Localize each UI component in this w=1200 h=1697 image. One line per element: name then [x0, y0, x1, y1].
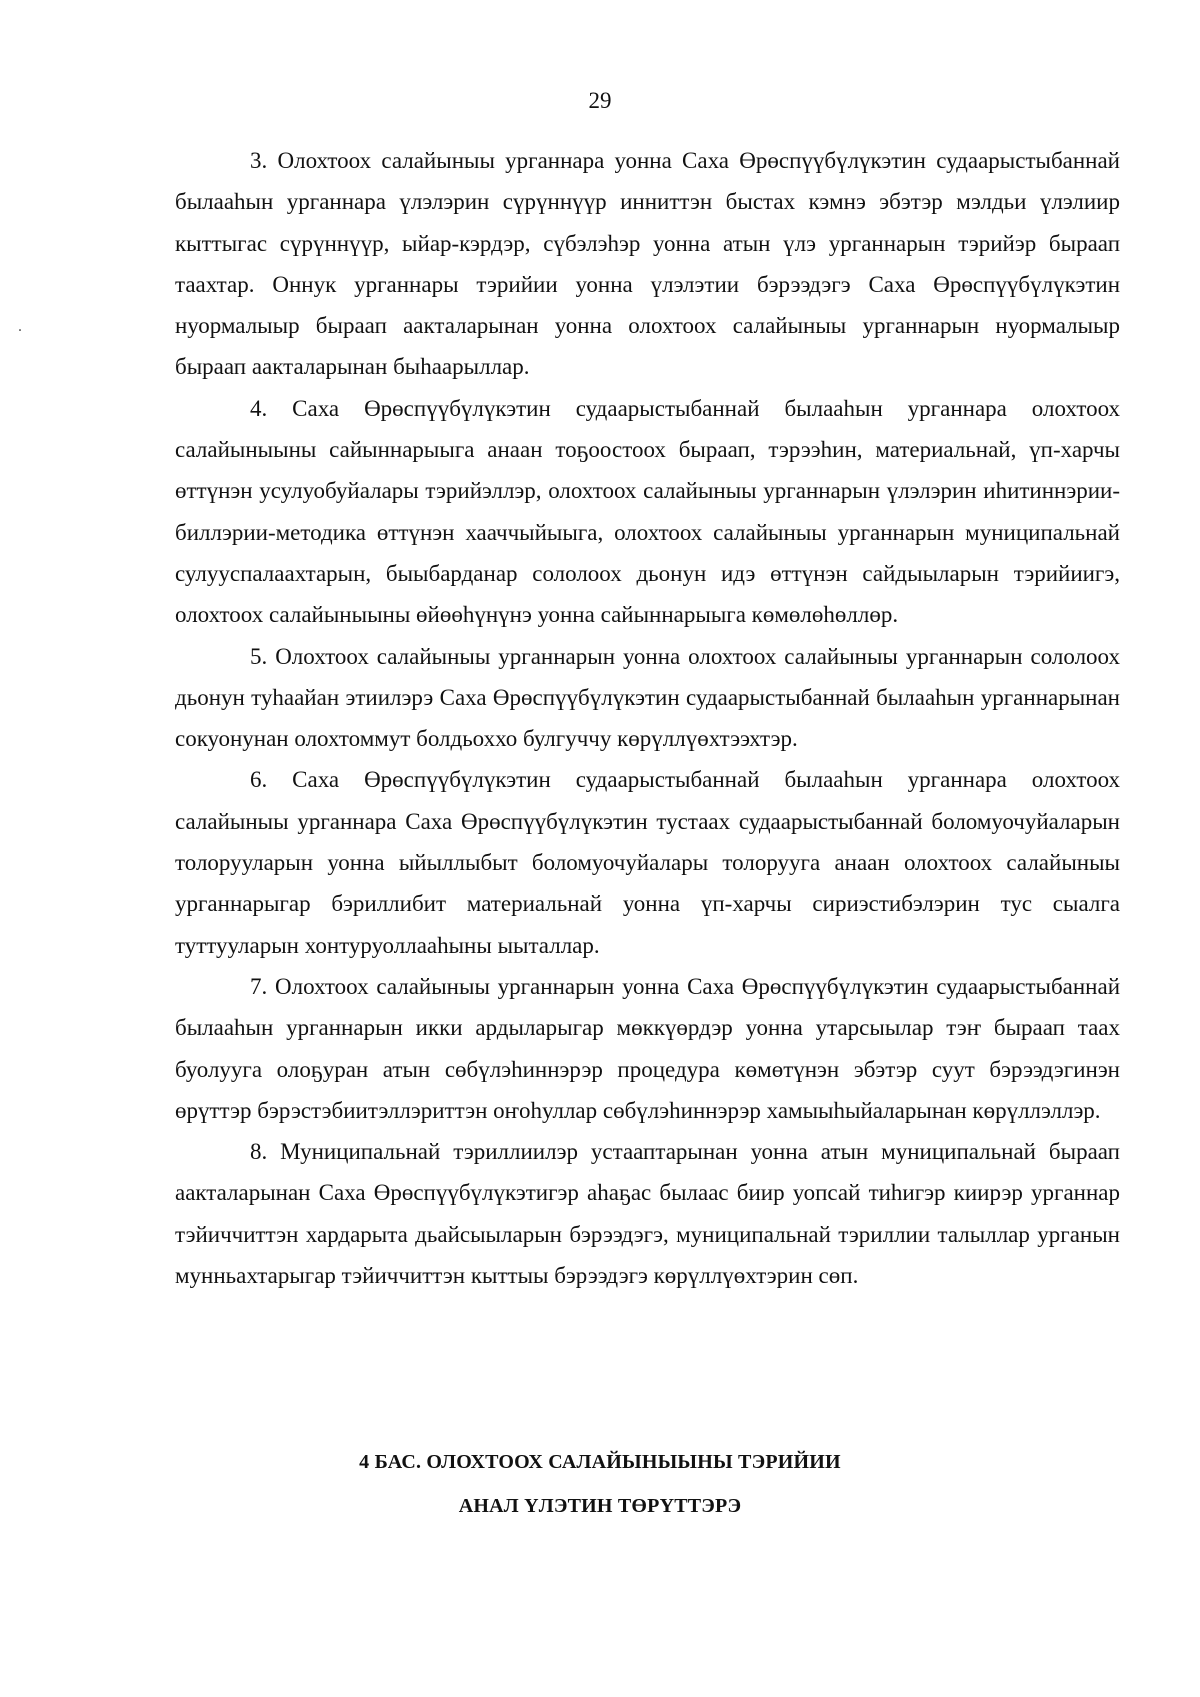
- paragraph-5: 5. Олохтоох салайыныы урганнарын уонна олохтоох салайыныы урганнарын сололоох дьонун туһаайан этиилэрэ Саха Өрөспүүбүлүкэтин судаарыстыбаннай былааһын урганнарынан сокуонунан олохтоммут болдьоххо булгуччу көрүллүөхтээхтэр.: [175, 643, 1120, 752]
- paragraph-3: 3. Олохтоох салайыныы урганнара уонна Саха Өрөспүүбүлүкэтин судаарыстыбаннай былааһын урганнара үлэлэрин сүрүннүүр инниттэн быстах кэмнэ эбэтэр мэлдьи үлэлиир кыттыгас сүрүннүүр, ыйар-кэрдэр, сүбэлэһэр уонна атын үлэ урганнарын тэрийэр быраап таахтар. Оннук урганнары тэрийии уонна үлэлэтии бэрээдэгэ Саха Өрөспүүбүлүкэтин нуормалыыр быраап аакталарынан уонна олохтоох салайыныы урганнарын нуормалыыр быраап аакталарынан быһаарыллар.: [175, 148, 1120, 380]
- document-body: [175, 140, 1120, 1296]
- paragraph-6: 6. Саха Өрөспүүбүлүкэтин судаарыстыбаннай былааһын урганнара олохтоох салайыныы урганнара Саха Өрөспүүбүлүкэтин тустаах судаарыстыбаннай боломуочуйаларын толорууларын уонна ыйыллыбыт боломуочуйалары толорууга анаан олохтоох салайыныы урганнарыгар бэриллибит материальнай уонна үп-харчы сириэстибэлэрин тус сыалга туттууларын хонтуруоллааһыны ыыталлар.: [175, 767, 1120, 958]
- chapter-heading-line-1: 4 БАС. ОЛОХТООХ САЛАЙЫНЫЫНЫ ТЭРИЙИИ: [359, 1451, 841, 1473]
- chapter-heading: [0, 1440, 1200, 1528]
- chapter-heading-line-2: АНАЛ ҮЛЭТИН ТӨРҮТТЭРЭ: [458, 1495, 742, 1517]
- paragraph-8: 8. Муниципальнай тэриллиилэр устааптарынан уонна атын муниципальнай быраап аакталарынан Саха Өрөспүүбүлүкэтигэр аһаҕас былаас биир уопсай тиһигэр киирэр урганнар тэйиччиттэн хардарыта дьайсыыларын бэрээдэгэ, муниципальнай тэриллии талыллар урганын мунньахтарыгар тэйиччиттэн кыттыы бэрээдэгэ көрүллүөхтэрин сөп.: [175, 1139, 1120, 1289]
- paragraph-7: 7. Олохтоох салайыныы урганнарын уонна Саха Өрөспүүбүлүкэтин судаарыстыбаннай былааһын урганнарын икки ардыларыгар мөккүөрдэр уонна утарсыылар тэҥ быраап таах буолууга олоҕуран атын сөбүлэһиннэрэр процедура көмөтүнэн эбэтэр суут бэрээдэгинэн өрүттэр бэрэстэбиитэллэриттэн оҥоһуллар сөбүлэһиннэрэр хамыыһыйаларынан көрүллэллэр.: [175, 973, 1120, 1123]
- paragraph-4: 4. Саха Өрөспүүбүлүкэтин судаарыстыбаннай былааһын урганнара олохтоох салайыныыны сайыннарыыга анаан тоҕоостоох быраап, тэрээһин, материальнай, үп-харчы өттүнэн усулуобуйалары тэрийэллэр, олохтоох салайыныы урганнарын үлэлэрин иһитиннэрии-биллэрии-методика өттүнэн хааччыйыыга, олохтоох салайыныы урганнарын муниципальнай сулууспалаахтарын, быыбарданар сололоох дьонун идэ өттүнэн сайдыыларын тэрийиигэ, олохтоох салайыныыны өйөөһүнүнэ уонна сайыннарыыга көмөлөһөллөр.: [175, 395, 1120, 628]
- page-number: 29: [588, 88, 612, 113]
- margin-mark: .: [18, 318, 22, 335]
